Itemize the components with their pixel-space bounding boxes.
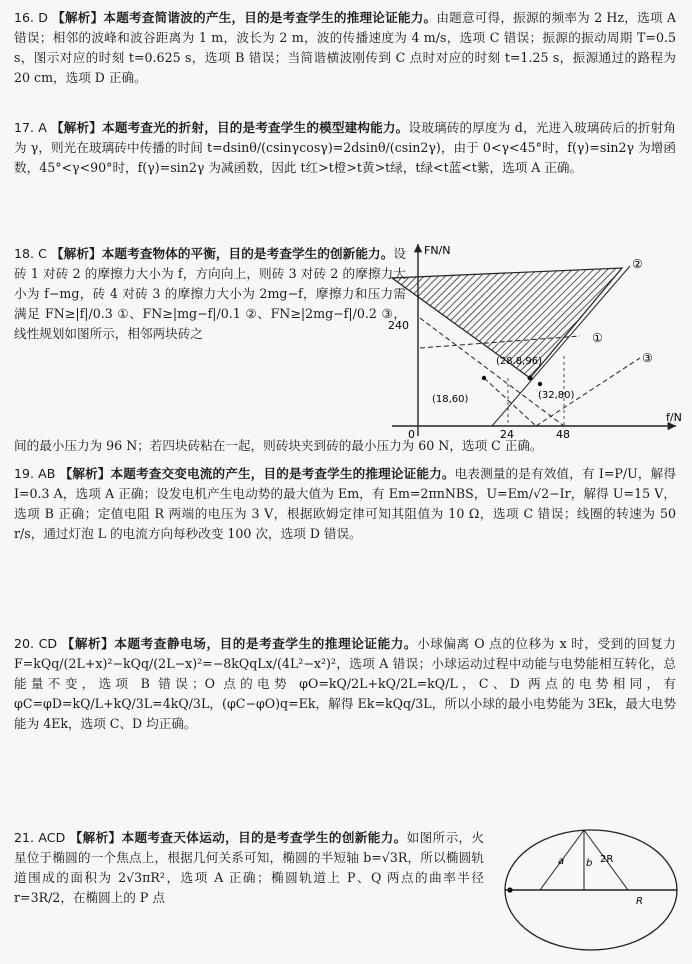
answer-18-head: 18. C	[14, 246, 47, 261]
x-tick-48: 48	[556, 428, 570, 440]
label-point-32-80: (32,80)	[538, 390, 575, 401]
label-a: a	[558, 856, 565, 867]
answer-21-tag: 【解析】本题考查天体运动，目的是考查学生的创新能力。	[69, 830, 407, 845]
answer-20-head: 20. CD	[14, 636, 58, 651]
y-tick-240: 240	[388, 319, 409, 332]
label-line-2: ②	[632, 257, 643, 271]
origin-label: 0	[408, 428, 415, 440]
answer-18-body-cont: 间的最小压力为 96 N；若四块砖粘在一起，则砖块夹到砖的最小压力为 60 N，选项 C 正确。	[14, 438, 543, 453]
answer-18	[14, 244, 406, 344]
label-line-1: ①	[592, 331, 603, 345]
answer-17	[14, 118, 676, 178]
answer-21-body: 如图所示，火星位于椭圆的一个焦点上，根据几何关系可知，椭圆的半短轴 b=√3R，所以椭圆轨道围成的面积为 2√3πR²，选项 A 正确；椭圆轨道上 P、Q 两点的曲率半径 r=3R/2，在椭圆上的 P 点	[14, 830, 485, 905]
point-28-96	[528, 376, 533, 381]
answer-16-body: 由题意可得，振源的频率为 2 Hz，选项 A 错误；相邻的波峰和波谷距离为 1 m，波长为 2 m，波的传播速度为 4 m/s，选项 C 错误；振源的振动周期 T=0.5 s，图示对应的时刻 t=0.625 s，选项 B 错误；当简谐横波刚传到 C 点时对应的时刻 t=1.25 s，振源通过的路程为 20 cm，选项 D 正确。	[14, 10, 676, 85]
focus-point	[507, 887, 512, 892]
answer-20	[14, 634, 676, 734]
answer-20-tag: 【解析】本题考查静电场，目的是考查学生的推理论证能力。	[61, 636, 418, 651]
x-tick-24: 24	[500, 428, 514, 440]
answer-20-body: 小球偏离 O 点的位移为 x 时，受到的回复力 F=kQq/(2L+x)²−kQq/(2L−x)²=−8kQqLx/(4L²−x²)²，选项 A 错误；小球运动过程中动能与电势能相互转化，总能量不变，选项 B 错误；O 点的电势 φO=kQ/2L+kQ/2L=kQ/L，C、D 两点的电势相同，有 φC=φD=kQ/L+kQ/3L=4kQ/3L，(φC−φO)q=Ek，解得 Ek=kQq/3L，所以小球的最小电势能为 3Ek，最大电势能为 4Ek，选项 C、D 均正确。	[14, 636, 676, 731]
label-b: b	[586, 858, 593, 869]
answer-16-tag: 【解析】本题考查简谐波的产生，目的是考查学生的推理论证能力。	[52, 10, 437, 25]
answer-21	[14, 828, 484, 908]
answer-17-tag: 【解析】本题考查光的折射，目的是考查学生的模型建构能力。	[51, 120, 409, 135]
label-R: R	[636, 896, 643, 907]
linear-programming-figure	[384, 238, 686, 440]
answer-19-tag: 【解析】本题考查交变电流的产生，目的是考查学生的推理论证能力。	[59, 466, 455, 481]
answer-19-head: 19. AB	[14, 466, 56, 481]
answer-16	[14, 8, 676, 88]
x-axis-label: f/N	[666, 411, 682, 424]
answer-19	[14, 464, 676, 544]
answer-21-head: 21. ACD	[14, 830, 66, 845]
answer-16-head: 16. D	[14, 10, 48, 25]
point-18-60	[482, 376, 486, 380]
label-point-28-96: (28.8,96)	[496, 356, 542, 367]
answer-19-body: 电表测量的是有效值，有 I=P/U，解得 I=0.3 A，选项 A 正确；设发电机产生电动势的最大值为 Em，有 Em=2πnNBS，U=Em/√2−Ir，解得 U=15 V，选项 B 正确；定值电阻 R 两端的电压为 3 V，根据欧姆定律可知其阻值为 10 Ω，选项 C 错误；线圈的转速为 50 r/s，通过灯泡 L 的电流方向每秒改变 100 次，选项 D 错误。	[14, 466, 676, 541]
label-point-18-60: (18,60)	[432, 394, 469, 405]
answer-17-head: 17. A	[14, 120, 47, 135]
label-2R: 2R	[600, 854, 614, 865]
answer-17-body: 设玻璃砖的厚度为 d，光进入玻璃砖后的折射角为 γ，则光在玻璃砖中传播的时间 t=dsinθ/(csinγcosγ)=2dsinθ/(csin2γ)，由于 0<γ<45°时，f(γ)=sin2γ 为增函数，45°<γ<90°时，f(γ)=sin2γ 为减函数，因此 t红>t橙>t黄>t绿，t绿<t蓝<t紫，选项 A 正确。	[14, 120, 676, 175]
label-line-3: ③	[642, 351, 653, 365]
answer-18-tag: 【解析】本题考查物体的平衡，目的是考查学生的创新能力。	[51, 246, 394, 261]
ellipse-orbit-figure	[496, 820, 686, 958]
answer-18-body: 设砖 1 对砖 2 的摩擦力大小为 f，方向向上，则砖 3 对砖 2 的摩擦力大小为 f−mg，砖 4 对砖 3 的摩擦力大小为 2mg−f，摩擦力和压力需满足 FN≥|f|/0.3 ①、FN≥|mg−f|/0.1 ②、FN≥|2mg−f|/0.2 ③，线性规划如图所示，相邻两块砖之	[14, 246, 406, 341]
point-32-80	[538, 382, 542, 386]
y-axis-label: FN/N	[424, 244, 451, 257]
